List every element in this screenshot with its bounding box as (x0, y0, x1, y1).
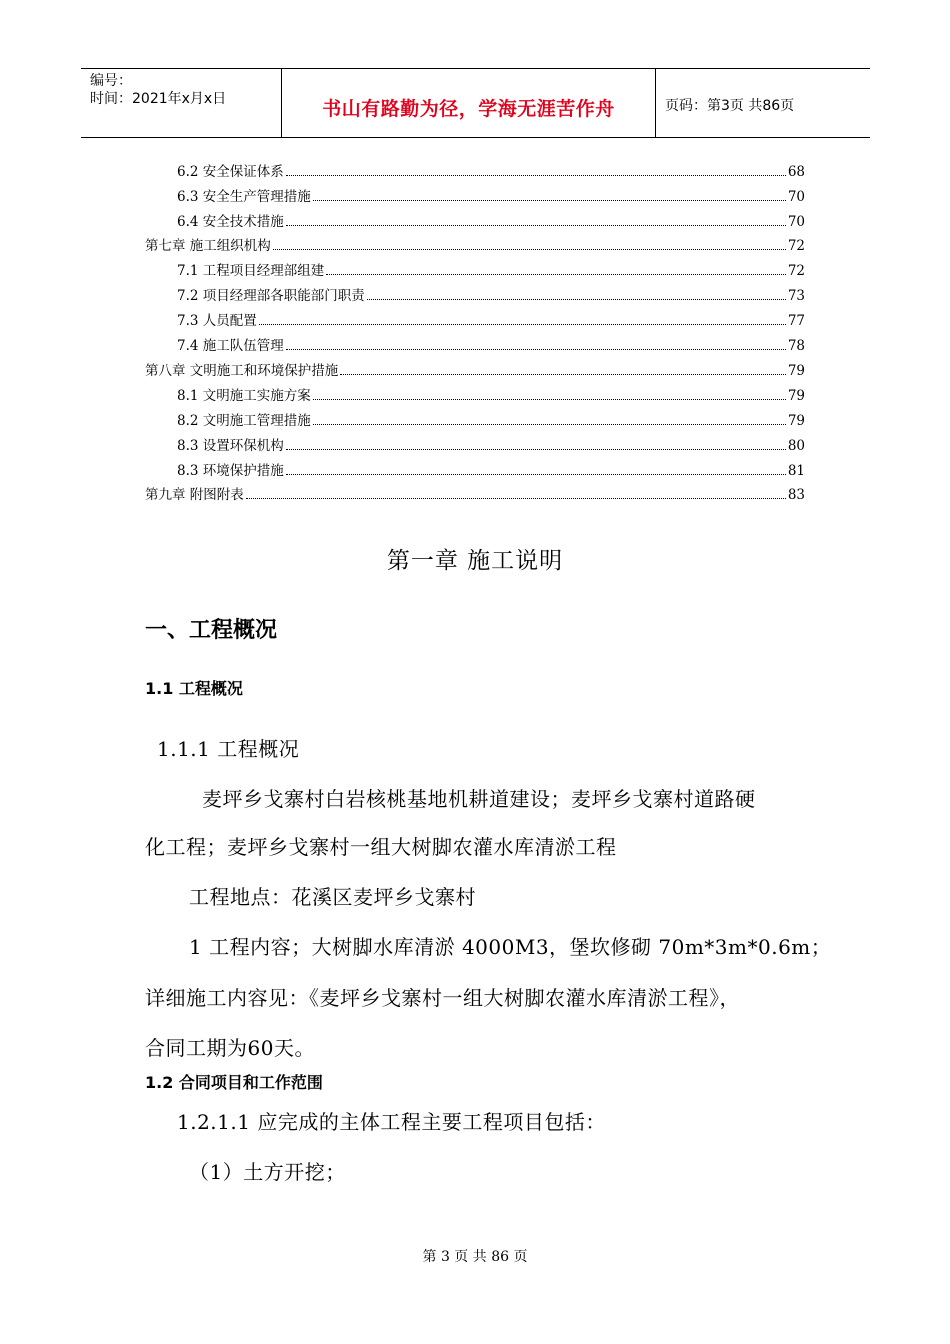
toc-leader (367, 298, 786, 300)
toc-entry[interactable] (177, 261, 805, 281)
subsection-heading: 1.2 合同项目和工作范围 (145, 1073, 323, 1092)
paragraph-line: 麦坪乡戈寨村白岩核桃基地机耕道建设；麦坪乡戈寨村道路硬 (202, 787, 756, 811)
toc-title: 7.2 项目经理部各职能部门职责 (177, 288, 365, 304)
paragraph-line: 1 工程内容；大树脚水库清淤 4000M3，堡坎修砌 70m*3m*0.6m； (189, 935, 832, 959)
toc-leader (273, 248, 786, 250)
toc-leader (286, 473, 786, 475)
subsection-heading: 1.1 工程概况 (145, 679, 243, 698)
toc-leader (259, 323, 786, 325)
toc-entry[interactable] (177, 436, 805, 456)
toc-page: 77 (787, 313, 805, 329)
toc-title: 第九章 附图附表 (145, 487, 244, 503)
toc-leader (313, 199, 786, 201)
header-page-cell (655, 69, 870, 137)
toc-title: 7.3 人员配置 (177, 313, 257, 329)
toc-page: 79 (787, 388, 805, 404)
header-motto-cell (281, 69, 656, 137)
paragraph-line: 化工程；麦坪乡戈寨村一组大树脚农灌水库清淤工程 (145, 835, 617, 859)
paragraph-line: 详细施工内容见：《麦坪乡戈寨村一组大树脚农灌水库清淤工程》， (145, 986, 740, 1010)
toc-entry[interactable] (145, 236, 805, 256)
toc-page: 72 (787, 263, 805, 279)
toc-page: 81 (787, 463, 805, 479)
toc-entry[interactable] (177, 336, 805, 356)
toc-entry[interactable] (145, 361, 805, 381)
paragraph-heading: 1.1.1 工程概况 (157, 737, 300, 761)
toc-title: 6.4 安全技术措施 (177, 214, 284, 230)
chapter-title: 第一章 施工说明 (386, 548, 564, 574)
page-footer: 第 3 页 共 86 页 (422, 1249, 528, 1265)
toc-leader (313, 423, 786, 425)
toc-page: 73 (787, 288, 805, 304)
list-item: （1）土方开挖； (189, 1160, 346, 1184)
toc-entry[interactable] (177, 461, 805, 481)
paragraph-line: 1.2.1.1 应完成的主体工程主要工程项目包括： (177, 1110, 606, 1134)
toc-page: 80 (787, 438, 805, 454)
toc-entry[interactable] (177, 187, 805, 207)
toc-title: 第八章 文明施工和环境保护措施 (145, 363, 339, 379)
toc-leader (286, 348, 786, 350)
toc-page: 70 (787, 189, 805, 205)
time-label: 时间：2021年x月x日 (90, 91, 227, 107)
paragraph-line: 合同工期为60天。 (145, 1036, 315, 1060)
toc-page: 78 (787, 338, 805, 354)
toc-page: 79 (787, 363, 805, 379)
toc-leader (286, 224, 786, 226)
toc-title: 第七章 施工组织机构 (145, 238, 271, 254)
number-label: 编号： (90, 73, 132, 89)
toc-leader (286, 174, 786, 176)
toc-entry[interactable] (145, 485, 805, 505)
toc-title: 6.2 安全保证体系 (177, 164, 284, 180)
toc-title: 8.1 文明施工实施方案 (177, 388, 311, 404)
toc-page: 83 (787, 487, 805, 503)
toc-entry[interactable] (177, 286, 805, 306)
toc-entry[interactable] (177, 162, 805, 182)
toc-leader (340, 373, 786, 375)
toc-page: 70 (787, 214, 805, 230)
toc-leader (313, 398, 786, 400)
section-heading: 一、工程概况 (145, 618, 278, 643)
toc-title: 8.2 文明施工管理措施 (177, 413, 311, 429)
page-header (81, 68, 870, 138)
motto: 书山有路勤为径，学海无涯苦作舟 (322, 98, 615, 120)
toc-leader (326, 273, 786, 275)
toc-entry[interactable] (177, 212, 805, 232)
toc-page: 79 (787, 413, 805, 429)
toc-entry[interactable] (177, 386, 805, 406)
toc-entry[interactable] (177, 411, 805, 431)
toc-leader (286, 448, 786, 450)
toc-title: 8.3 设置环保机构 (177, 438, 284, 454)
paragraph-line: 工程地点：花溪区麦坪乡戈寨村 (189, 885, 476, 909)
toc-title: 7.4 施工队伍管理 (177, 338, 284, 354)
toc-title: 6.3 安全生产管理措施 (177, 189, 311, 205)
toc-title: 8.3 环境保护措施 (177, 463, 284, 479)
toc-entry[interactable] (177, 311, 805, 331)
page-code: 页码：第3页 共86页 (665, 98, 795, 114)
header-meta-cell (81, 69, 281, 137)
toc-page: 68 (787, 164, 805, 180)
toc-leader (246, 497, 786, 499)
toc-title: 7.1 工程项目经理部组建 (177, 263, 325, 279)
toc-page: 72 (787, 238, 805, 254)
